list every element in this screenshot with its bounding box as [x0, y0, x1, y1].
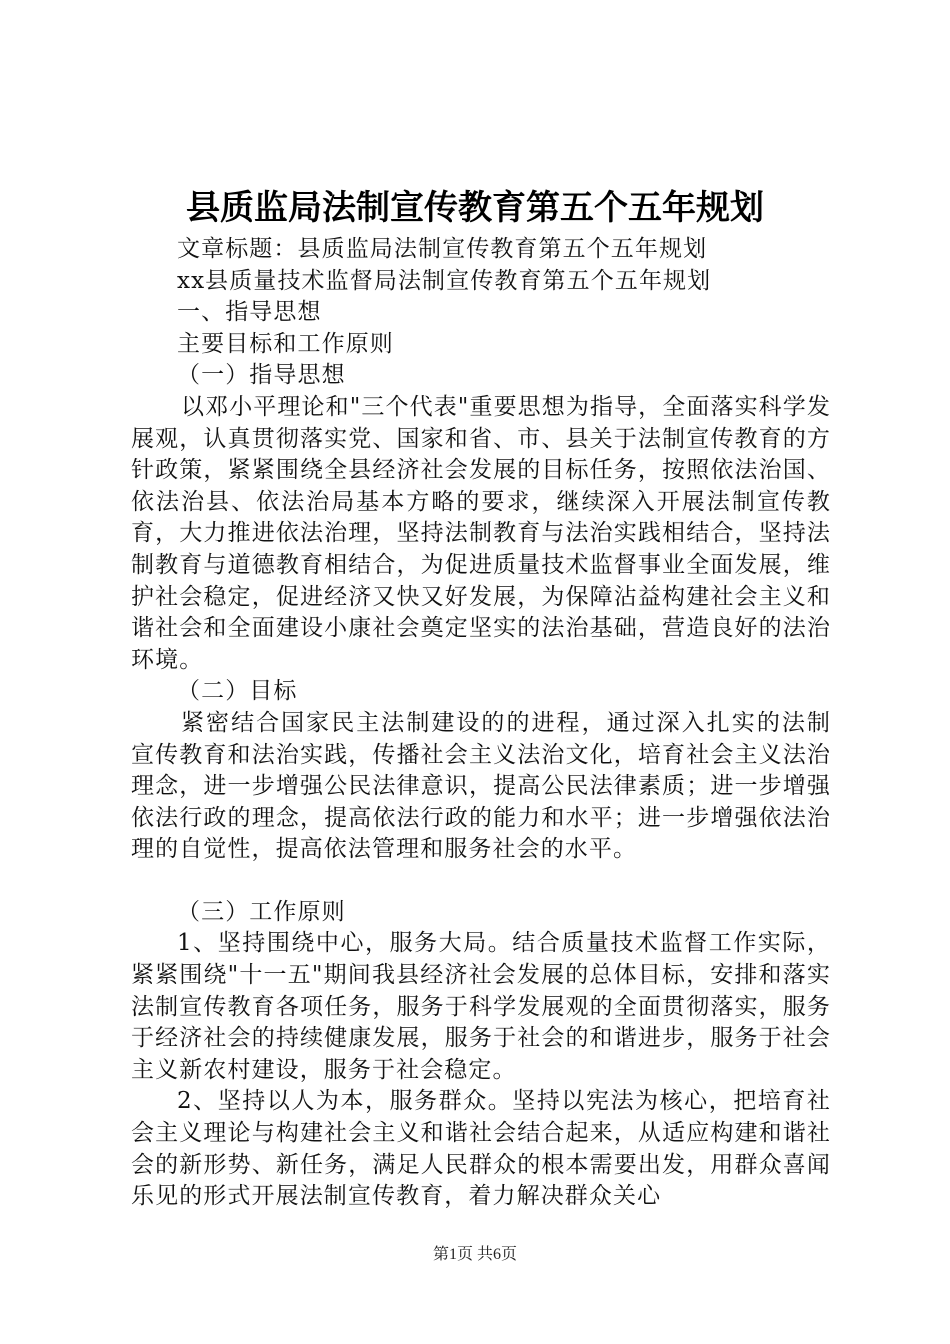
document-title: 县质监局法制宣传教育第五个五年规划	[186, 188, 764, 228]
document-body	[131, 234, 831, 1213]
section-heading: 一、指导思想	[177, 299, 322, 326]
article-title-line: 文章标题：县质监局法制宣传教育第五个五年规划	[177, 236, 708, 262]
paragraph: 以邓小平理论和"三个代表"重要思想为指导，全面落实科学发展观，认真贯彻落实党、国家和省、市、县关于法制宣传教育的方针政策，紧紧围绕全县经济社会发展的目标任务，按照依法治国、依法治县、依法治局基本方略的要求，继续深入开展法制宣传教育，大力推进依法治理，坚持法制教育与法治实践相结合，坚持法制教育与道德教育相结合，为促进质量技术监督事业全面发展，维护社会稳定，促进经济又快又好发展，为保障沾益构建社会主义和谐社会和全面建设小康社会奠定坚实的法治基础，营造良好的法治环境。	[131, 393, 831, 673]
subtitle-line: xx县质量技术监督局法制宣传教育第五个五年规划	[177, 267, 712, 294]
paragraph: 紧密结合国家民主法制建设的的进程，通过深入扎实的法制宣传教育和法治实践，传播社会主义法治文化，培育社会主义法治理念，进一步增强公民法律意识，提高公民法律素质；进一步增强依法行政的理念，提高依法行政的能力和水平；进一步增强依法治理的自觉性，提高依法管理和服务社会的水平。	[131, 709, 831, 863]
subsection-heading: （一）指导思想	[177, 362, 346, 389]
blank-line	[131, 866, 831, 897]
page-footer: 第1页 共6页	[432, 1246, 517, 1263]
section-heading-continued: 主要目标和工作原则	[177, 330, 394, 357]
paragraph: 2、坚持以人为本，服务群众。坚持以宪法为核心，把培育社会主义理论与构建社会主义和谐社会结合起来，从适应构建和谐社会的新形势、新任务，满足人民群众的根本需要出发，用群众喜闻乐见的形式开展法制宣传教育，着力解决群众关心	[131, 1088, 831, 1210]
paragraph: 1、坚持围绕中心，服务大局。结合质量技术监督工作实际，紧紧围绕"十一五"期间我县经济社会发展的总体目标，安排和落实法制宣传教育各项任务，服务于科学发展观的全面贯彻落实，服务于经济社会的持续健康发展，服务于社会的和谐进步，服务于社会主义新农村建设，服务于社会稳定。	[131, 930, 831, 1083]
subsection-heading: （二）目标	[177, 678, 298, 705]
subsection-heading: （三）工作原则	[177, 898, 346, 925]
